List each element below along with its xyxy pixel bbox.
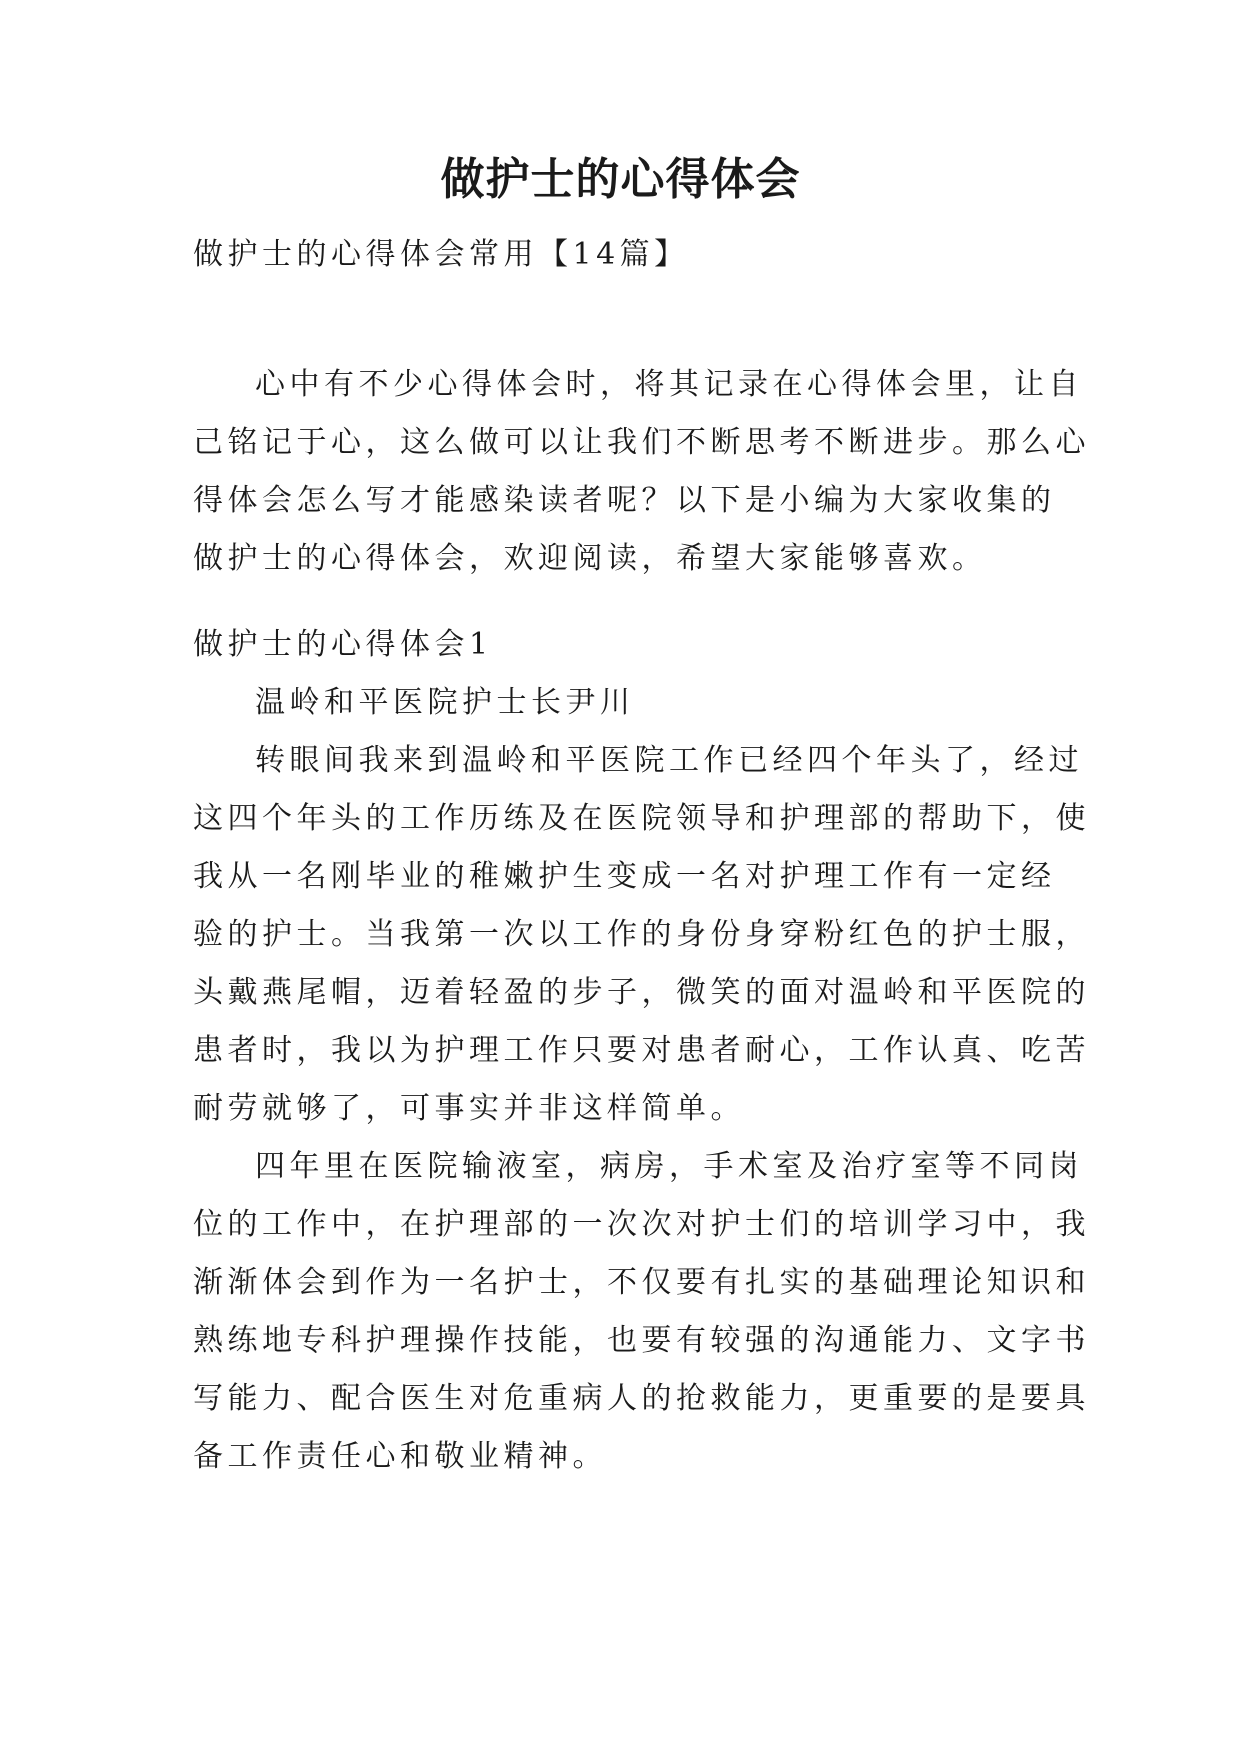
paragraph-line: 写能力、配合医生对危重病人的抢救能力，更重要的是要具 [193, 1381, 1090, 1416]
body-paragraph-1 [193, 732, 1090, 1138]
paragraph-line: 渐渐体会到作为一名护士，不仅要有扎实的基础理论知识和 [193, 1265, 1090, 1300]
paragraph-line: 验的护士。当我第一次以工作的身份身穿粉红色的护士服， [193, 917, 1090, 952]
paragraph-line: 这四个年头的工作历练及在医院领导和护理部的帮助下，使 [193, 801, 1090, 836]
document-title: 做护士的心得体会 [440, 154, 801, 205]
paragraph-line: 四年里在医院输液室，病房，手术室及治疗室等不同岗 [255, 1149, 1083, 1184]
intro-line: 心中有不少心得体会时，将其记录在心得体会里，让自 [255, 367, 1083, 402]
paragraph-line: 我从一名刚毕业的稚嫩护生变成一名对护理工作有一定经 [193, 859, 1056, 894]
author-line-text: 温岭和平医院护士长尹川 [255, 685, 635, 720]
section-heading [193, 616, 1055, 674]
paragraph-line: 备工作责任心和敬业精神。 [193, 1439, 607, 1474]
paragraph-line: 熟练地专科护理操作技能，也要有较强的沟通能力、文字书 [193, 1323, 1090, 1358]
paragraph-line: 转眼间我来到温岭和平医院工作已经四个年头了，经过 [255, 743, 1083, 778]
subtitle-line: 做护士的心得体会常用【14篇】 [193, 237, 689, 272]
paragraph-line: 患者时，我以为护理工作只要对患者耐心，工作认真、吃苦 [193, 1033, 1090, 1068]
section-heading-text: 做护士的心得体会1 [193, 627, 493, 662]
intro-line: 己铭记于心，这么做可以让我们不断思考不断进步。那么心 [193, 425, 1090, 460]
author-line [193, 674, 1055, 732]
document-subtitle [193, 226, 1055, 284]
paragraph-line: 位的工作中，在护理部的一次次对护士们的培训学习中，我 [193, 1207, 1090, 1242]
paragraph-line: 耐劳就够了，可事实并非这样简单。 [193, 1091, 745, 1126]
intro-line: 得体会怎么写才能感染读者呢？以下是小编为大家收集的 [193, 483, 1056, 518]
intro-paragraph [193, 356, 1090, 588]
paragraph-line: 头戴燕尾帽，迈着轻盈的步子，微笑的面对温岭和平医院的 [193, 975, 1090, 1010]
intro-line: 做护士的心得体会，欢迎阅读，希望大家能够喜欢。 [193, 541, 987, 576]
body-paragraph-2 [193, 1138, 1090, 1486]
